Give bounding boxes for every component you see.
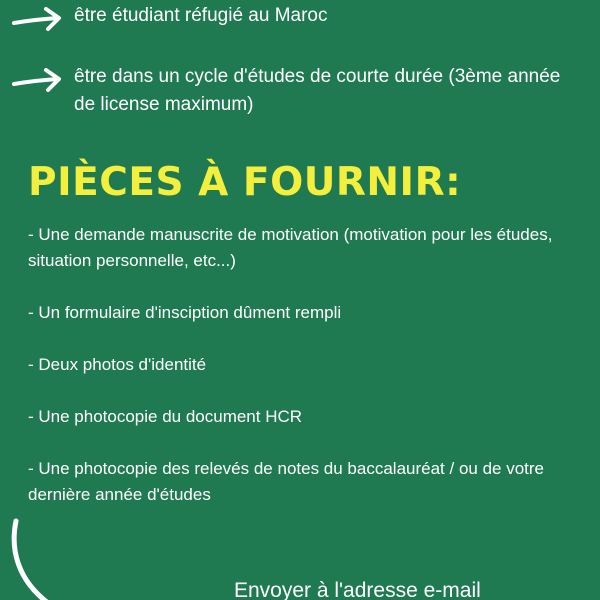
list-item: - Deux photos d'identité	[28, 355, 207, 374]
list-item: - Une photocopie du document HCR	[28, 407, 303, 426]
condition-text: être dans un cycle d'études de courte durée (3ème année de license maximum)	[74, 66, 561, 115]
list-item: - Un formulaire d'insciption dûment rempli	[28, 303, 342, 322]
condition-text: être étudiant réfugié au Maroc	[74, 5, 328, 26]
curved-arrow-icon	[0, 515, 80, 600]
arrow-right-icon	[12, 67, 64, 95]
documents-list	[28, 222, 588, 534]
footer-text: Envoyer à l'adresse e-mail	[234, 579, 481, 600]
list-item: - Une photocopie des relevés de notes du baccalauréat / ou de votre dernière année d'études	[28, 459, 545, 504]
section-heading: PIÈCES À FOURNIR:	[28, 160, 462, 205]
list-item: - Une demande manuscrite de motivation (motivation pour les études, situation personnelle, etc...)	[28, 225, 553, 270]
arrow-right-icon	[12, 6, 64, 34]
